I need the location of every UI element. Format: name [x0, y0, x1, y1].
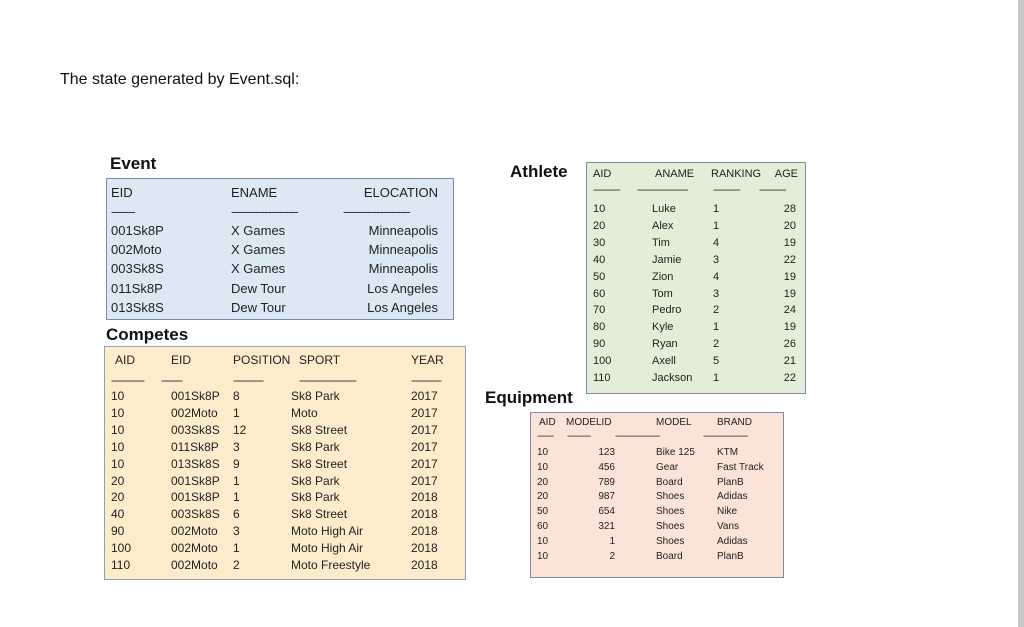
competes-cell: Moto Freestyle: [291, 558, 371, 572]
equipment-cell: 10: [537, 461, 549, 473]
athlete-cell: Zion: [652, 270, 674, 283]
equipment-cell: Shoes: [656, 521, 685, 532]
athlete-cell: 28: [783, 203, 796, 215]
athlete-cell: 90: [593, 338, 606, 351]
competes-header-3: SPORT: [299, 353, 341, 367]
equipment-header-1: MODELID: [566, 417, 612, 428]
equipment-separator: -------------------: [615, 431, 660, 442]
competes-cell: 2018: [411, 541, 438, 556]
athlete-cell: 3: [713, 287, 720, 300]
competes-cell: 002Moto: [171, 524, 218, 539]
event-cell: Dew Tour: [231, 280, 286, 296]
competes-cell: 1: [233, 473, 240, 488]
equipment-cell: 987: [598, 491, 615, 503]
athlete-cell: 26: [783, 338, 796, 351]
competes-cell: 2017: [411, 405, 438, 420]
equipment-cell: 20: [537, 491, 549, 503]
event-cell: 001Sk8P: [111, 223, 164, 238]
event-cell: X Games: [231, 261, 286, 277]
competes-cell: 10: [111, 405, 125, 420]
competes-cell: 002Moto: [171, 558, 218, 572]
event-separator: --------------------: [343, 204, 410, 219]
competes-cell: Moto: [291, 405, 318, 420]
competes-table: [104, 346, 466, 580]
equipment-separator: ----------: [567, 431, 591, 442]
athlete-cell: 1: [713, 321, 720, 334]
competes-cell: Sk8 Park: [291, 490, 340, 505]
athlete-title: Athlete: [510, 162, 568, 181]
equipment-cell: 60: [537, 521, 549, 532]
athlete-cell: Luke: [652, 203, 676, 215]
competes-separator: ----------: [411, 373, 441, 387]
athlete-cell: 4: [713, 236, 720, 249]
equipment-cell: 789: [598, 476, 615, 488]
athlete-cell: 10: [593, 203, 606, 215]
athlete-cell: Axell: [652, 355, 676, 368]
athlete-cell: 100: [593, 355, 612, 368]
competes-cell: 110: [111, 558, 131, 572]
athlete-cell: 19: [783, 287, 796, 300]
athlete-separator: ----------: [593, 184, 620, 196]
athlete-cell: 60: [593, 287, 606, 300]
event-header-2: ELOCATION: [363, 185, 438, 200]
event-cell: Los Angeles: [367, 299, 438, 315]
competes-cell: Sk8 Park: [291, 473, 340, 488]
equipment-cell: PlanB: [717, 550, 744, 562]
competes-cell: 3: [233, 524, 240, 539]
competes-cell: 10: [111, 389, 125, 403]
competes-header-0: AID: [115, 353, 136, 367]
competes-cell: Sk8 Park: [291, 439, 340, 454]
competes-cell: 2017: [411, 473, 438, 488]
athlete-cell: 19: [783, 321, 796, 334]
competes-cell: 9: [233, 456, 240, 471]
event-header-0: EID: [111, 185, 133, 200]
competes-cell: 3: [233, 439, 240, 454]
athlete-header-3: AGE: [774, 168, 798, 180]
equipment-header-2: MODEL: [656, 417, 692, 428]
athlete-cell: 30: [593, 236, 606, 249]
equipment-cell: Gear: [656, 461, 679, 473]
equipment-cell: Shoes: [656, 535, 685, 547]
athlete-cell: Tim: [652, 236, 670, 249]
athlete-cell: 40: [593, 253, 606, 266]
equipment-cell: 10: [537, 447, 549, 458]
equipment-cell: 20: [537, 476, 549, 488]
competes-cell: 001Sk8P: [171, 490, 220, 505]
athlete-cell: 20: [593, 219, 606, 232]
event-cell: 011Sk8P: [111, 280, 163, 296]
competes-cell: 20: [111, 473, 125, 488]
athlete-cell: 22: [783, 372, 796, 384]
athlete-cell: 3: [713, 253, 720, 266]
athlete-cell: 20: [783, 219, 796, 232]
competes-cell: 12: [233, 422, 247, 437]
competes-separator: -------: [161, 373, 182, 387]
competes-cell: 2018: [411, 558, 438, 572]
competes-cell: 40: [111, 507, 125, 522]
athlete-cell: 4: [713, 270, 720, 283]
equipment-cell: Nike: [717, 506, 738, 518]
athlete-cell: Jackson: [652, 372, 693, 384]
athlete-cell: 19: [783, 236, 796, 249]
event-table: [106, 178, 454, 320]
competes-cell: 2017: [411, 439, 438, 454]
athlete-cell: Alex: [652, 219, 674, 232]
equipment-cell: 2: [609, 550, 615, 562]
event-cell: Los Angeles: [367, 280, 438, 296]
athlete-cell: 50: [593, 270, 606, 283]
equipment-separator: -------------------: [703, 431, 748, 442]
athlete-cell: 80: [593, 321, 606, 334]
equipment-cell: 321: [598, 521, 615, 532]
competes-cell: 6: [233, 507, 240, 522]
athlete-cell: Pedro: [652, 304, 682, 317]
page-caption: The state generated by Event.sql:: [60, 71, 300, 88]
athlete-cell: 110: [593, 372, 611, 384]
competes-cell: 2018: [411, 524, 438, 539]
competes-separator: ----------: [233, 373, 263, 387]
athlete-cell: 2: [713, 304, 720, 317]
equipment-header-3: BRAND: [717, 417, 753, 428]
event-title: Event: [110, 154, 157, 173]
competes-header-2: POSITION: [233, 353, 291, 367]
event-cell: Minneapolis: [368, 242, 438, 258]
event-separator: --------------------: [231, 204, 298, 219]
athlete-cell: 19: [783, 270, 796, 283]
competes-separator: -----------: [111, 373, 144, 387]
competes-cell: 2017: [411, 389, 438, 403]
equipment-cell: Shoes: [656, 506, 685, 518]
competes-cell: 100: [111, 541, 132, 556]
athlete-header-0: AID: [593, 168, 612, 180]
athlete-cell: 1: [713, 219, 720, 232]
event-cell: Minneapolis: [368, 223, 438, 238]
competes-cell: 90: [111, 524, 125, 539]
athlete-cell: 1: [713, 372, 720, 384]
athlete-cell: Jamie: [652, 253, 682, 266]
competes-cell: Sk8 Street: [291, 507, 348, 522]
competes-cell: Sk8 Park: [291, 389, 340, 403]
competes-cell: 2017: [411, 422, 438, 437]
athlete-header-2: RANKING: [711, 168, 762, 180]
athlete-cell: 22: [783, 253, 796, 266]
equipment-cell: 123: [598, 447, 615, 458]
competes-cell: Sk8 Street: [291, 422, 348, 437]
competes-cell: 001Sk8P: [171, 473, 220, 488]
athlete-cell: 24: [783, 304, 796, 317]
competes-cell: 011Sk8P: [171, 439, 219, 454]
competes-cell: 003Sk8S: [171, 422, 220, 437]
athlete-cell: 21: [783, 355, 796, 368]
competes-cell: 2018: [411, 490, 438, 505]
athlete-separator: -------------------: [637, 184, 688, 196]
competes-cell: 10: [111, 439, 125, 454]
competes-cell: 003Sk8S: [171, 507, 220, 522]
event-cell: X Games: [231, 242, 286, 258]
athlete-separator: ----------: [713, 184, 740, 196]
athlete-separator: ----------: [759, 184, 786, 196]
equipment-cell: Adidas: [717, 491, 748, 503]
event-cell: Dew Tour: [231, 299, 286, 315]
equipment-cell: Board: [656, 476, 683, 488]
competes-cell: 20: [111, 490, 125, 505]
athlete-cell: Ryan: [652, 338, 678, 351]
equipment-cell: 654: [598, 506, 615, 518]
competes-cell: Sk8 Street: [291, 456, 348, 471]
equipment-cell: Fast Track: [717, 461, 764, 473]
competes-cell: 1: [233, 405, 240, 420]
competes-cell: 8: [233, 389, 240, 403]
equipment-cell: PlanB: [717, 476, 744, 488]
event-cell: 003Sk8S: [111, 261, 164, 277]
competes-header-1: EID: [171, 353, 192, 367]
competes-cell: 002Moto: [171, 405, 218, 420]
equipment-table: [530, 412, 784, 578]
athlete-header-1: ANAME: [655, 168, 695, 180]
equipment-cell: 456: [598, 461, 615, 473]
athlete-cell: 70: [593, 304, 606, 317]
competes-header-4: YEAR: [411, 353, 444, 367]
competes-title: Competes: [106, 325, 189, 344]
competes-separator: -------------------: [299, 373, 356, 387]
athlete-cell: 1: [713, 203, 720, 215]
event-cell: 013Sk8S: [111, 299, 164, 315]
competes-cell: 001Sk8P: [171, 389, 220, 403]
competes-cell: 2017: [411, 456, 438, 471]
competes-cell: Moto High Air: [291, 541, 364, 556]
competes-cell: Moto High Air: [291, 524, 364, 539]
equipment-cell: Vans: [717, 521, 740, 532]
equipment-cell: 50: [537, 506, 549, 518]
equipment-cell: Bike 125: [656, 447, 695, 458]
equipment-cell: 1: [609, 535, 615, 547]
competes-cell: 002Moto: [171, 541, 218, 556]
competes-cell: 10: [111, 456, 125, 471]
equipment-cell: KTM: [717, 447, 739, 458]
equipment-cell: Shoes: [656, 491, 685, 503]
equipment-cell: 10: [537, 535, 549, 547]
equipment-cell: 10: [537, 550, 549, 562]
equipment-cell: Board: [656, 550, 683, 562]
athlete-cell: 5: [713, 355, 720, 368]
competes-cell: 10: [111, 422, 125, 437]
competes-cell: 2: [233, 558, 240, 572]
page-edge: [1018, 0, 1024, 627]
competes-cell: 2018: [411, 507, 438, 522]
event-cell: 002Moto: [111, 242, 162, 258]
athlete-table: [586, 162, 806, 394]
event-header-1: ENAME: [231, 185, 278, 200]
athlete-cell: 2: [713, 338, 720, 351]
equipment-title: Equipment: [485, 388, 573, 407]
event-cell: X Games: [231, 223, 286, 238]
equipment-header-0: AID: [539, 417, 556, 428]
event-separator: -------: [111, 204, 135, 219]
equipment-cell: Adidas: [717, 535, 748, 547]
competes-cell: 1: [233, 490, 240, 505]
athlete-cell: Kyle: [652, 321, 674, 334]
equipment-separator: -------: [537, 431, 554, 442]
competes-cell: 1: [233, 541, 240, 556]
athlete-cell: Tom: [652, 287, 673, 300]
event-cell: Minneapolis: [368, 261, 438, 277]
competes-cell: 013Sk8S: [171, 456, 220, 471]
